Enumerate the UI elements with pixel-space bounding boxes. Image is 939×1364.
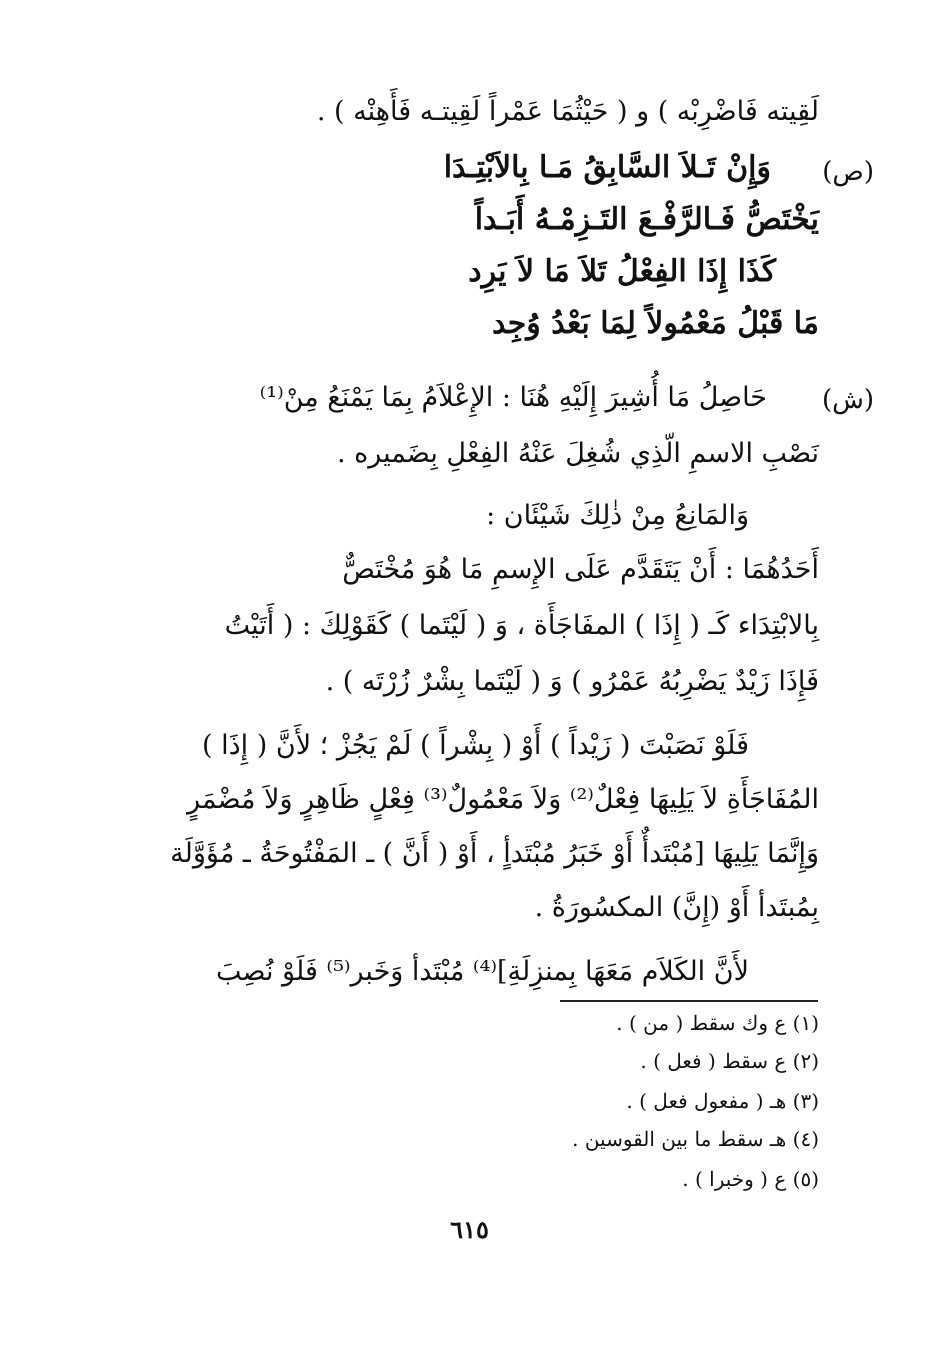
verse-line-2: يَخْتَصُّ فَـالرَّفْـعَ التَـزِمْـهُ أَبَـداً <box>474 202 819 237</box>
text-line-11: بِمُبتَدأ أَوْ (إِنَّ) المكسُورَةُ . <box>534 892 819 923</box>
footnote-1: (١) ع وك سقط ( من ) . <box>616 1011 819 1035</box>
footnote-2: (٢) ع سقط ( فعل ) . <box>640 1049 819 1073</box>
verse-line-3: كَذَا إِذَا الفِعْلُ تَلاَ مَا لاَ يَرِد <box>468 254 776 289</box>
verse-marker: (ص) <box>822 157 874 187</box>
text-line-12: لأَنَّ الكَلاَم مَعَهَا بِمنزِلَةِ]⁽⁴⁾ مُبْتَدأ وَخَبر⁽⁵⁾ فَلَوْ نُصِبَ <box>216 956 749 987</box>
verse-line-1: وَإِنْ تَـلاَ السَّابِقُ مَـا بِالاَبْتِـدَا <box>443 150 771 185</box>
text-line-5: أَحَدُهُمَا : أَنْ يَتَقَدَّم عَلَى الإِسمِ مَا هُوَ مُخْتَصٌّ <box>342 554 819 585</box>
verse-line-4: مَا قَبْلُ مَعْمُولاً لِمَا بَعْدُ وُجِد <box>491 306 819 341</box>
text-line-4: وَالمَانِعُ مِنْ ذٰلِكَ شَيْئَان : <box>486 500 749 531</box>
footnote-5: (٥) ع ( وخبرا ) . <box>682 1167 819 1191</box>
page-number: ٦١٥ <box>450 1215 489 1244</box>
text-line-7: فَإِذَا زَيْدٌ يَضْرِبُهُ عَمْرُو ) وَ ( لَيْتَما بِشْرٌ زُرْتَه ) . <box>325 666 819 697</box>
text-line-9: المُفَاجَأَةِ لاَ يَلِيهَا فِعْلٌ⁽²⁾ وَلاَ مَعْمُولٌ⁽³⁾ فِعْلٍ ظَاهِرٍ وَلاَ مُضْمَرٍ <box>187 784 819 815</box>
text-line-1: لَقِيته فَاضْرِبْه ) و ( حَيْثُمَا عَمْراً لَقِيتـه فَأَهِنْه ) . <box>316 96 819 127</box>
text-line-8: فَلَوْ نَصَبْتَ ( زَيْداً ) أَوْ ( بِشْراً ) لَمْ يَجُزْ ؛ لأَنَّ ( إِذَا ) <box>202 730 749 761</box>
text-line-3: نَصْبِ الاسمِ الّذِي شُغِلَ عَنْهُ الفِعْلِ بِضَميره . <box>336 438 819 469</box>
text-line-10: وَإِنَّمَا يَلِيهَا [مُبْتَدأٌ أَوْ خَبَرُ مُبْتَدأٍ ، أَوْ ( أَنَّ ) ـ المَفْتُوحَةُ ـ مُؤَوَّلَة <box>170 838 819 869</box>
commentary-marker: (ش) <box>821 385 874 415</box>
text-line-6: بِالابْتِدَاء كَـ ( إِذَا ) المفَاجَأَة ، وَ ( لَيْتَما ) كَقَوْلِكَ : ( أَتَيْتُ <box>224 610 819 641</box>
text-line-2: حَاصِلُ مَا أُشِيرَ إِلَيْهِ هُنَا : الإِعْلاَمُ بِمَا يَمْنَعُ مِنْ⁽¹⁾ <box>259 382 767 413</box>
footnote-divider <box>560 1000 818 1002</box>
footnote-4: (٤) هـ سقط ما بين القوسين . <box>572 1127 819 1151</box>
footnote-3: (٣) هـ ( مفعول فعل ) . <box>626 1089 819 1113</box>
